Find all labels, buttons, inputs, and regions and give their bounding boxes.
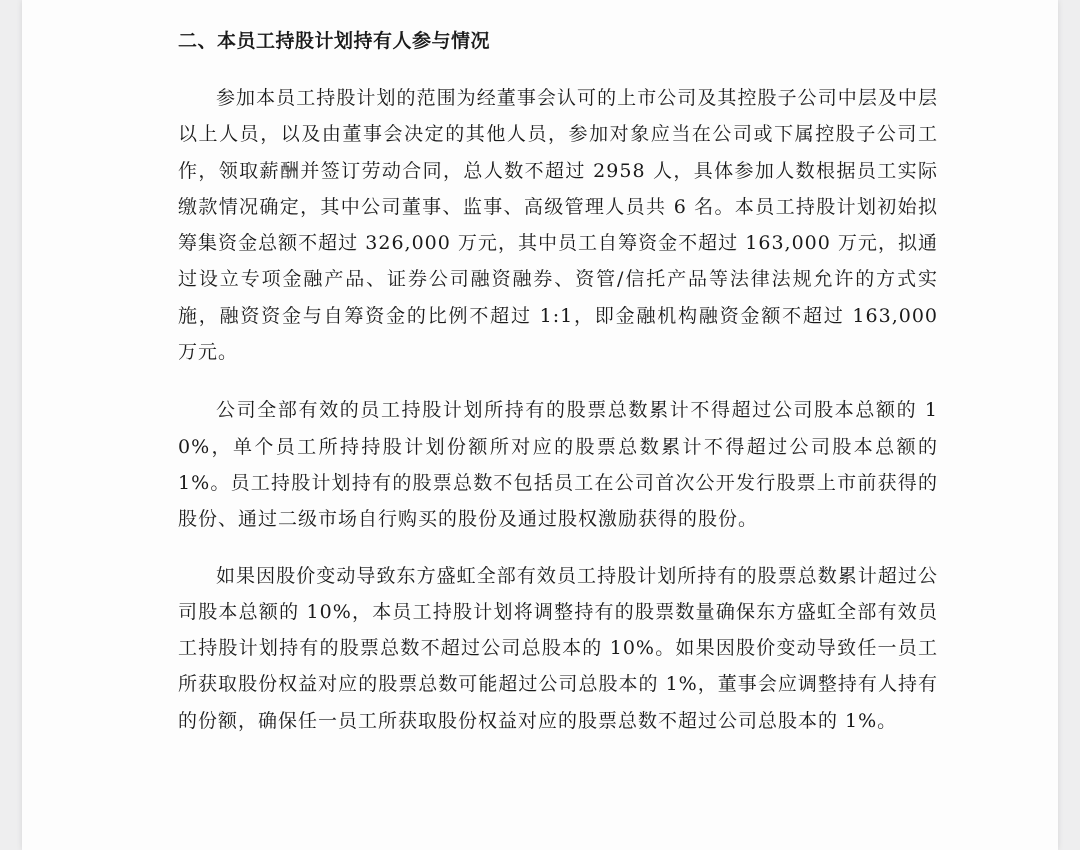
paragraph-price-adjustment: 如果因股价变动导致东方盛虹全部有效员工持股计划所持有的股票总数累计超过公司股本总额的 10%，本员工持股计划将调整持有的股票数量确保东方盛虹全部有效员工持股计划持有的股票总数不超过公司总股本的 10%。如果因股价变动导致任一员工所获取股份权益对应的股票总数可能超过公司总股本的 1%，董事会应调整持有人持有的份额，确保任一员工所获取股份权益对应的股票总数不超过公司总股本的 1%。 [178,564,938,732]
paragraph-share-limits: 公司全部有效的员工持股计划所持有的股票总数累计不得超过公司股本总额的 10%，单个员工所持持股计划份额所对应的股票总数累计不得超过公司股本总额的 1%。员工持股计划持有的股票总数不包括员工在公司首次公开发行股票上市前获得的股份、通过二级市场自行购买的股份及通过股权激励获得的股份。 [178,399,938,531]
document-content [178,26,938,761]
document-page [22,0,1058,850]
section-heading: 二、本员工持股计划持有人参与情况 [178,30,491,52]
paragraph-participants: 参加本员工持股计划的范围为经董事会认可的上市公司及其控股子公司中层及中层以上人员，以及由董事会决定的其他人员，参加对象应当在公司或下属控股子公司工作，领取薪酬并签订劳动合同，总人数不超过 2958 人，具体参加人数根据员工实际缴款情况确定，其中公司董事、监事、高级管理人员共 6 名。本员工持股计划初始拟筹集资金总额不超过 326,000 万元，其中员工自筹资金不超过 163,000 万元，拟通过设立专项金融产品、证券公司融资融券、资管/信托产品等法律法规允许的方式实施，融资资金与自筹资金的比例不超过 1:1，即金融机构融资金额不超过 163,000 万元。 [178,87,938,364]
